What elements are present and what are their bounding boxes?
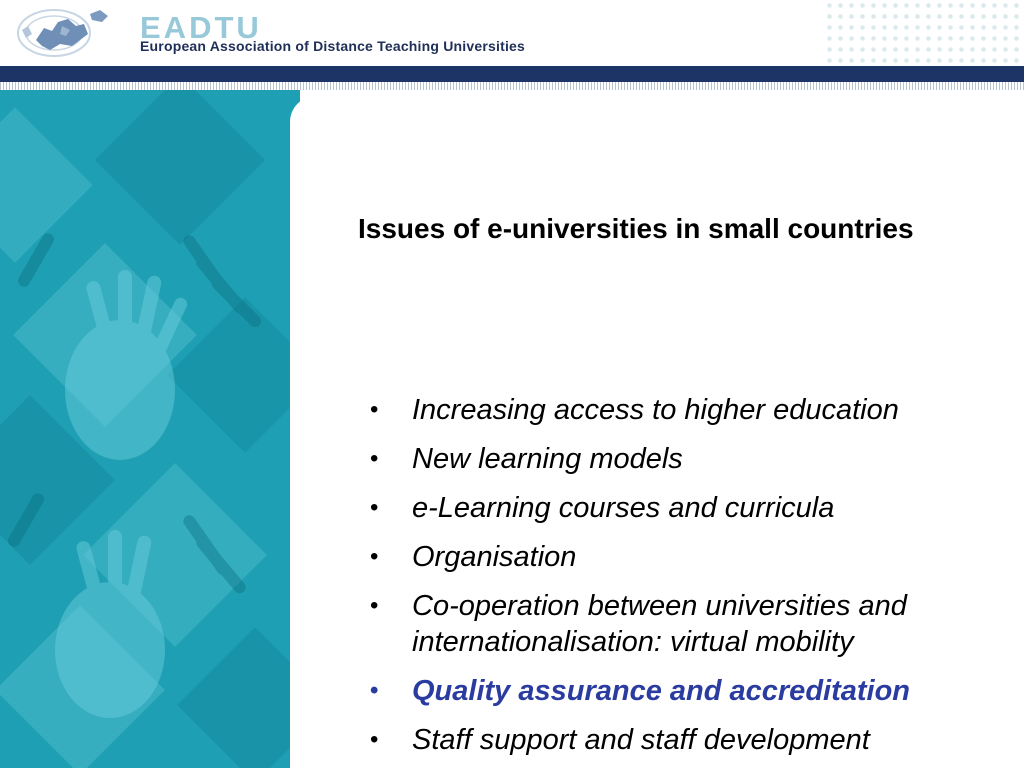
bullet-marker: • [370,494,379,521]
brand-wordmark: EADTU [140,10,262,45]
bullet-item [370,722,1020,758]
bullet-text: Organisation [412,541,577,573]
brand-tagline: European Association of Distance Teaching Universities [140,38,526,54]
bullet-marker: • [370,445,379,472]
slide-title: Issues of e-universities in small countries [358,213,914,244]
bullet-item-highlighted [370,673,1020,709]
bullet-text: New learning models [412,443,683,475]
bullet-item [370,441,1020,477]
bullet-text: Quality assurance and accreditation [412,675,911,707]
bullet-text: e-Learning courses and curricula [412,492,835,524]
header [0,0,1024,68]
bullet-list [370,392,1020,771]
bullet-item [370,490,1020,526]
header-band [0,66,1024,82]
bullet-item [370,588,1020,660]
header-stripe [0,82,1024,90]
header-dot-pattern [824,0,1024,68]
bullet-marker: • [370,543,379,570]
bullet-text: Increasing access to higher education [412,394,899,426]
bullet-text: Co-operation between universities and internationalisation: virtual mobility [412,590,907,658]
europe-globe-logo-icon [14,6,116,58]
bullet-marker: • [370,677,379,704]
bullet-marker: • [370,592,379,619]
sidebar-hands-artwork [0,90,300,768]
bullet-marker: • [370,726,379,753]
bullet-text: Staff support and staff development [412,724,870,756]
bullet-item [370,539,1020,575]
bullet-marker: • [370,396,379,423]
bullet-item [370,392,1020,428]
